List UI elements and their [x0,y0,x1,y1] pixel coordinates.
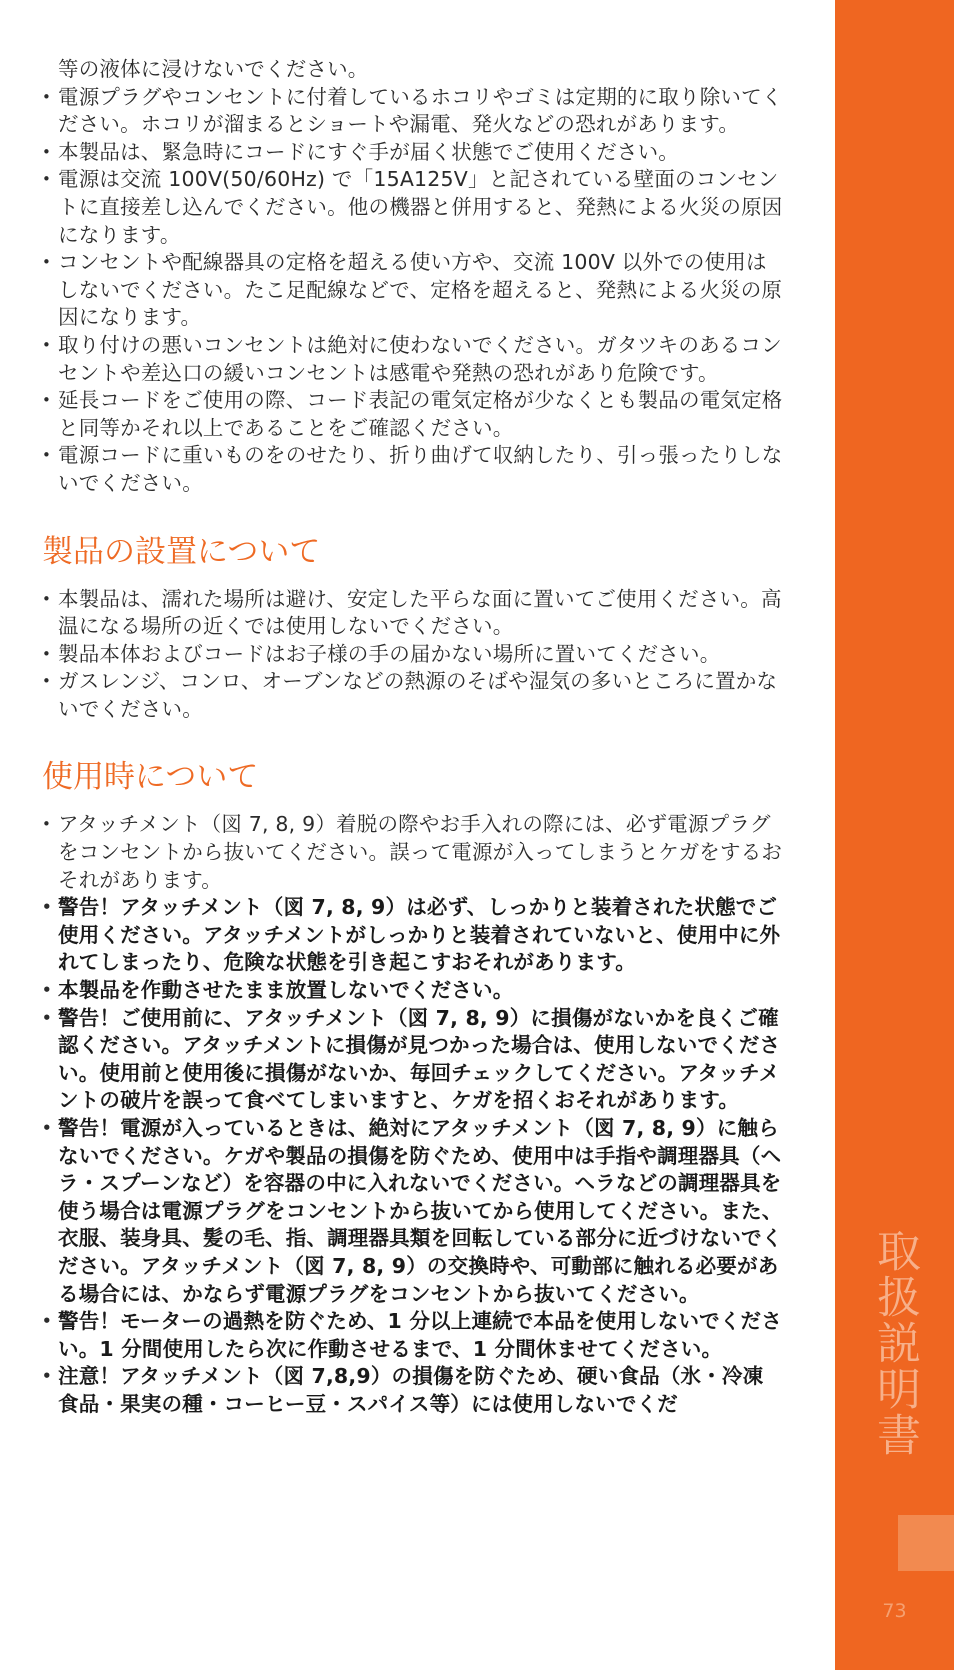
power-safety-list [42,56,784,498]
list-item: • ガスレンジ、コンロ、オーブンなどの熱源のそばや湿気の多いところに置かないでください。 [42,668,784,723]
manual-content [42,56,784,1419]
list-item: • 注意！アタッチメント（図 7,8,9）の損傷を防ぐため、硬い食品（氷・冷凍食品・果実の種・コーヒー豆・スパイス等）には使用しないでくだ [42,1363,784,1418]
side-tab-marker [898,1515,954,1571]
list-item: • 本製品は、濡れた場所は避け、安定した平らな面に置いてご使用ください。高温になる場所の近くでは使用しないでください。 [42,586,784,641]
list-item: • 電源プラグやコンセントに付着しているホコリやゴミは定期的に取り除いてください。ホコリが溜まるとショートや漏電、発火などの恐れがあります。 [42,84,784,139]
page-number: 73 [882,1600,907,1622]
list-item: • 警告！ご使用前に、アタッチメント（図 7, 8, 9）に損傷がないかを良くご確認ください。アタッチメントに損傷が見つかった場合は、使用しないでください。使用前と使用後に損傷がないか、毎回チェックしてください。アタッチメントの破片を誤って食べてしまいますと、ケガを招くおそれがあります。 [42,1005,784,1115]
list-item: 等の液体に浸けないでください。 [58,57,369,81]
list-item: • 本製品を作動させたまま放置しないでください。 [42,977,784,1005]
list-item: • 電源は交流 100V(50/60Hz) で「15A125V」と記されている壁面のコンセントに直接差し込んでください。他の機器と併用すると、発熱による火災の原因になります。 [42,166,784,249]
list-item: • 警告！電源が入っているときは、絶対にアタッチメント（図 7, 8, 9）に触らないでください。ケガや製品の損傷を防ぐため、使用中は手指や調理器具（ヘラ・スプーンなど）を容器の中に入れないでください。ヘラなどの調理器具を使う場合は電源プラグをコンセントから抜いてから使用してください。また、衣服、装身具、髪の毛、指、調理器具類を回転している部分に近づけないでください。アタッチメント（図 7, 8, 9）の交換時や、可動部に触れる必要がある場合には、かならず電源プラグをコンセントから抜いてください。 [42,1115,784,1308]
installation-safety-list [42,586,784,724]
list-item: • 取り付けの悪いコンセントは絶対に使わないでください。ガタツキのあるコンセントや差込口の緩いコンセントは感電や発熱の恐れがあり危険です。 [42,332,784,387]
list-item: • 製品本体およびコードはお子様の手の届かない場所に置いてください。 [42,641,784,669]
list-item: • 本製品は、緊急時にコードにすぐ手が届く状態でご使用ください。 [42,139,784,167]
side-tab [835,0,954,1670]
side-tab-title: 取扱説明書 [869,1228,920,1458]
list-item: • アタッチメント（図 7, 8, 9）着脱の際やお手入れの際には、必ず電源プラグをコンセントから抜いてください。誤って電源が入ってしまうとケガをするおそれがあります。 [42,811,784,894]
section-title-installation: 製品の設置について [42,533,321,570]
list-item: • 延長コードをご使用の際、コード表記の電気定格が少なくとも製品の電気定格と同等かそれ以上であることをご確認ください。 [42,387,784,442]
list-item: • 警告！アタッチメント（図 7, 8, 9）は必ず、しっかりと装着された状態でご使用ください。アタッチメントがしっかりと装着されていないと、使用中に外れてしまったり、危険な状態を引き起こすおそれがあります。 [42,894,784,977]
section-title-usage: 使用時について [42,759,259,796]
list-item: • 電源コードに重いものをのせたり、折り曲げて収納したり、引っ張ったりしないでください。 [42,442,784,497]
usage-safety-list [42,811,784,1418]
list-item: • 警告！モーターの過熱を防ぐため、1 分以上連続で本品を使用しないでください。1 分間使用したら次に作動させるまで、1 分間休ませてください。 [42,1308,784,1363]
list-item: • コンセントや配線器具の定格を超える使い方や、交流 100V 以外での使用はしないでください。たこ足配線などで、定格を超えると、発熱による火災の原因になります。 [42,249,784,332]
